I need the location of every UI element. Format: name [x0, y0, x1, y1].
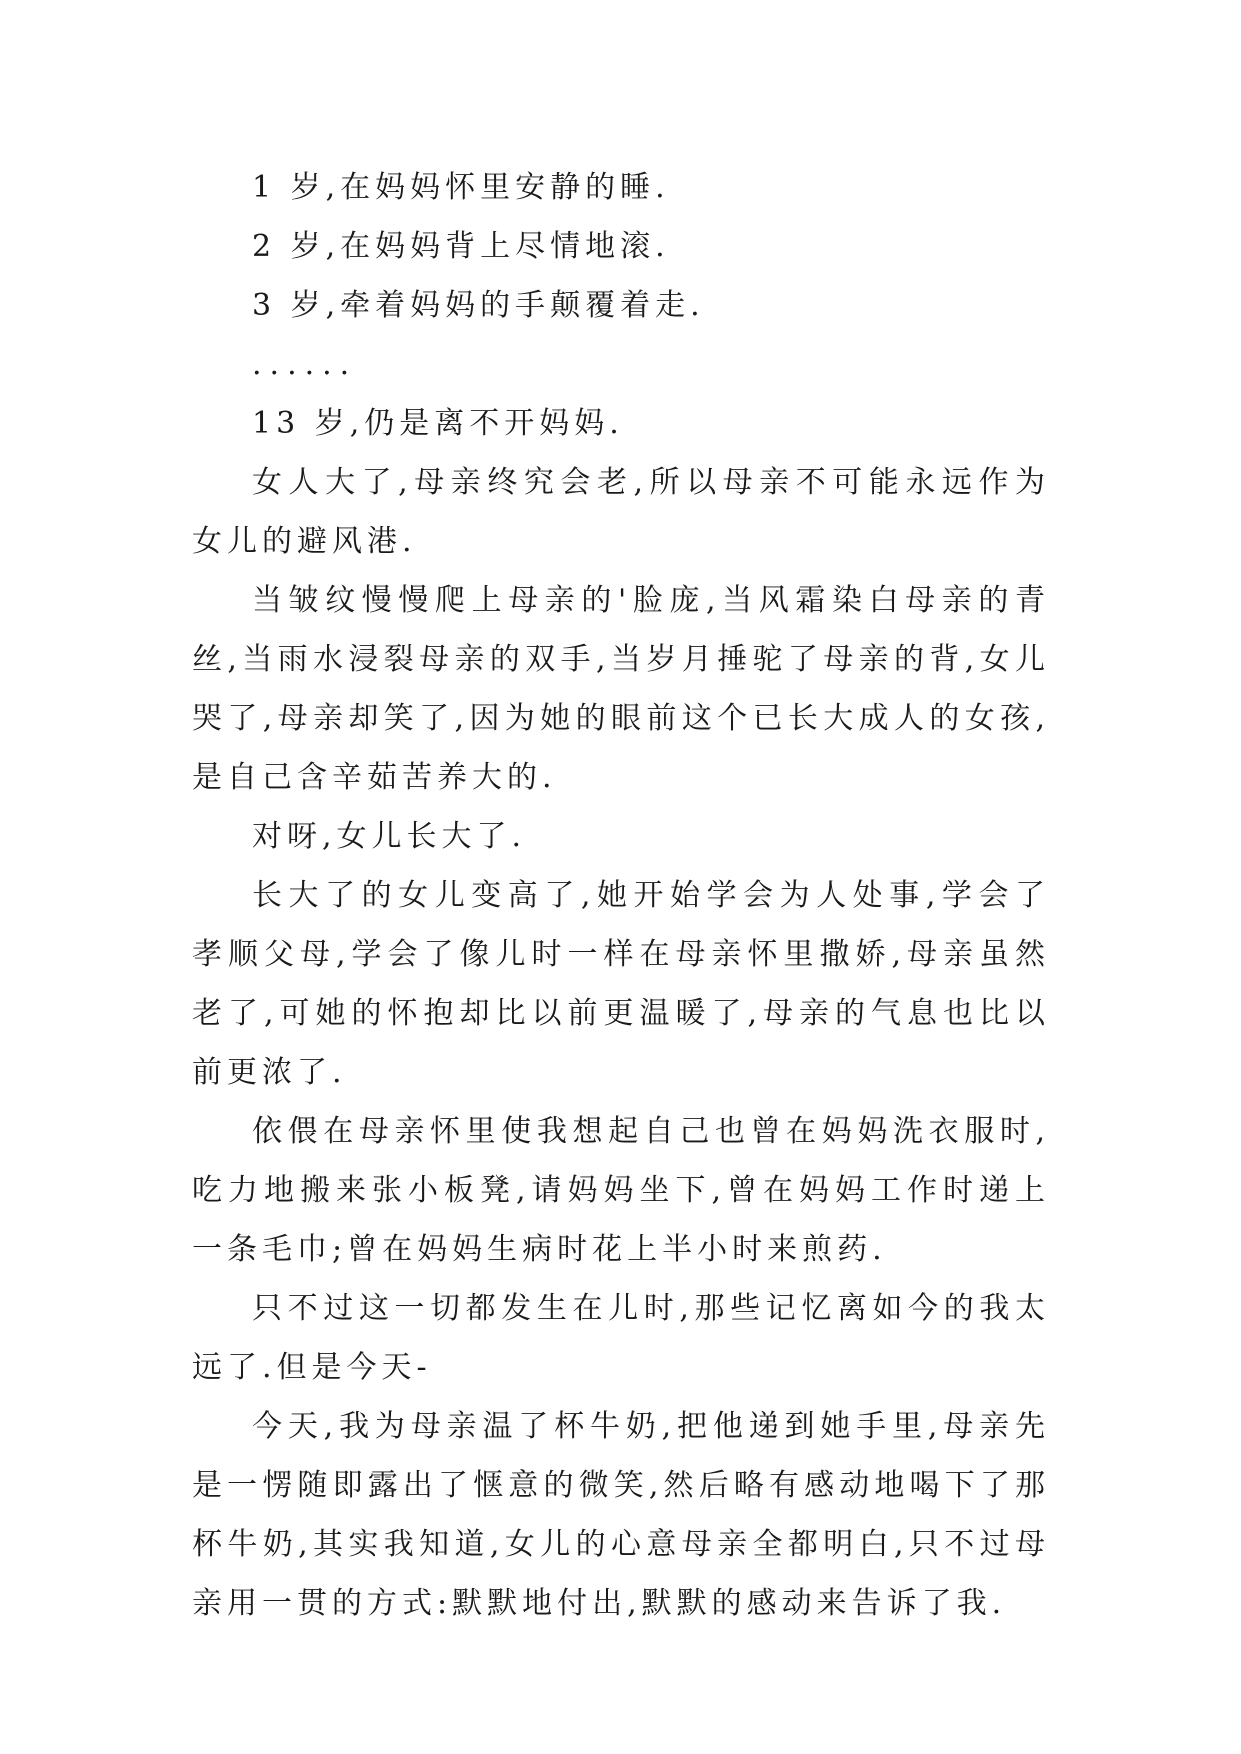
- paragraph-but-today: 只不过这一切都发生在儿时,那些记忆离如今的我太远了.但是今天-: [192, 1291, 1050, 1385]
- paragraph-memories: 依偎在母亲怀里使我想起自己也曾在妈妈洗衣服时,吃力地搬来张小板凳,请妈妈坐下,曾在妈妈工作时递上一条毛巾;曾在妈妈生病时花上半小时来煎药.: [192, 1114, 1050, 1267]
- paragraph-age-3: 3 岁,牵着妈妈的手颠覆着走.: [252, 288, 705, 323]
- paragraph-warm-milk: 今天,我为母亲温了杯牛奶,把他递到她手里,母亲先是一愣随即露出了惬意的微笑,然后略有感动地喝下了那杯牛奶,其实我知道,女儿的心意母亲全都明白,只不过母亲用一贯的方式:默默地付出,默默的感动来告诉了我.: [192, 1409, 1050, 1621]
- paragraph-ellipsis: ......: [252, 347, 358, 382]
- paragraph-age-13: 13 岁,仍是离不开妈妈.: [252, 406, 624, 441]
- paragraph-mother-ages: 女人大了,母亲终究会老,所以母亲不可能永远作为女儿的避风港.: [192, 465, 1050, 559]
- paragraph-age-2: 2 岁,在妈妈背上尽情地滚.: [252, 229, 670, 264]
- paragraph-grown-daughter: 长大了的女儿变高了,她开始学会为人处事,学会了孝顺父母,学会了像儿时一样在母亲怀里撒娇,母亲虽然老了,可她的怀抱却比以前更温暖了,母亲的气息也比以前更浓了.: [192, 878, 1050, 1090]
- essay-body: [192, 158, 1050, 1633]
- paragraph-wrinkles: 当皱纹慢慢爬上母亲的'脸庞,当风霜染白母亲的青丝,当雨水浸裂母亲的双手,当岁月捶驼了母亲的背,女儿哭了,母亲却笑了,因为她的眼前这个已长大成人的女孩,是自己含辛茹苦养大的.: [192, 583, 1050, 795]
- paragraph-age-1: 1 岁,在妈妈怀里安静的睡.: [252, 170, 670, 205]
- paragraph-daughter-grown: 对呀,女儿长大了.: [252, 819, 527, 854]
